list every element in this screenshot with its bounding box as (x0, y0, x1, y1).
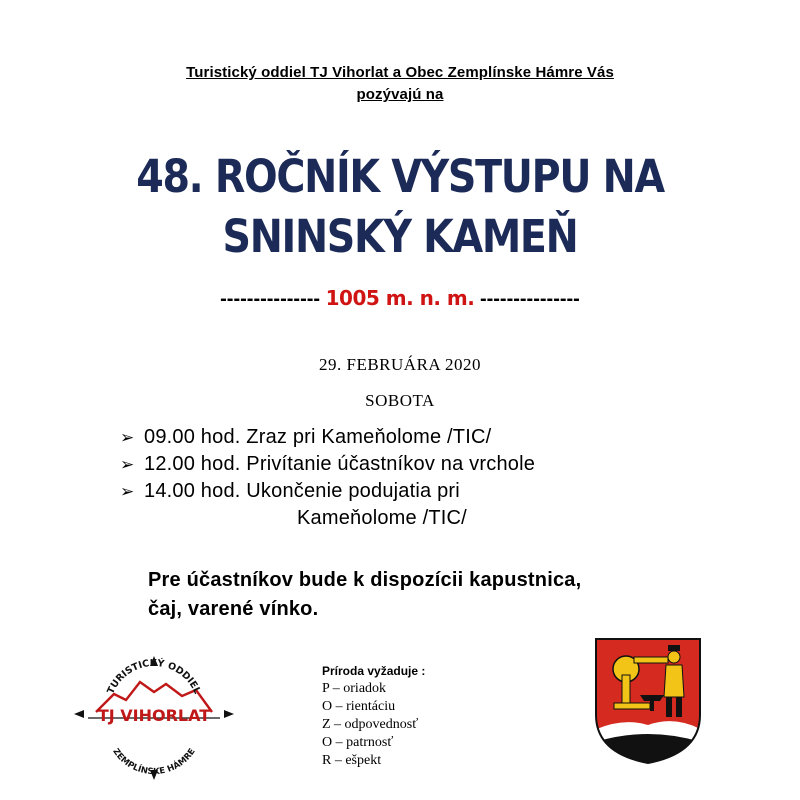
header-line-2: pozývajú na (356, 86, 444, 103)
arrow-bullet-icon: ➢ (120, 455, 135, 475)
arrow-bullet-icon: ➢ (120, 428, 135, 448)
svg-text:TURISTICKÝ ODDIEL (105, 657, 202, 696)
motto-line: O – patrnosť (322, 735, 394, 750)
program-item (120, 480, 460, 503)
altitude-value: 1005 m. n. m. (325, 286, 475, 310)
program-item-text: 14.00 hod. Ukončenie podujatia pri (144, 480, 460, 502)
title-line-1: 48. ROČNÍK VÝSTUPU NA (136, 150, 664, 203)
note-line-1: Pre účastníkov bude k dispozícii kapustnica, (148, 569, 582, 591)
logo-center-text: TJ VIHORLAT (97, 706, 211, 725)
motto-line: O – rientáciu (322, 699, 396, 714)
note-line-2: čaj, varené vínko. (148, 598, 319, 620)
arrow-bullet-icon: ➢ (120, 482, 135, 502)
event-date: 29. FEBRUÁRA 2020 (319, 355, 481, 374)
motto-line: P – oriadok (322, 681, 387, 696)
motto-line: Z – odpovednosť (322, 717, 419, 732)
motto-line: R – ešpekt (322, 753, 382, 768)
altitude-dashes-right: --------------- (479, 288, 580, 310)
program-item-text: 12.00 hod. Privítanie účastníkov na vrchole (144, 453, 536, 475)
program-item-text: 09.00 hod. Zraz pri Kameňolome /TIC/ (144, 426, 492, 448)
altitude-dashes-left: --------------- (220, 288, 321, 310)
logo-top-text: TURISTICKÝ ODDIEL (105, 657, 203, 696)
program-item (120, 453, 535, 476)
logo-bottom-text: ZEMPLÍNSKE HÁMRE (110, 746, 198, 778)
motto-title: Príroda vyžaduje : (322, 664, 426, 678)
coat-of-arms-icon (592, 635, 704, 767)
title-line-2: SNINSKÝ KAMEŇ (222, 210, 578, 263)
event-day: SOBOTA (365, 391, 435, 410)
motto-block (322, 662, 425, 770)
header-line-1: Turistický oddiel TJ Vihorlat a Obec Zemplínske Hámre Vás (186, 64, 614, 81)
altitude-line (0, 286, 800, 311)
program-item-continuation: Kameňolome /TIC/ (297, 507, 467, 529)
program-item (120, 426, 491, 449)
refreshments-note (148, 566, 581, 624)
svg-text:ZEMPLÍNSKE HÁMRE (110, 747, 197, 777)
turistika-logo-icon (70, 652, 238, 784)
